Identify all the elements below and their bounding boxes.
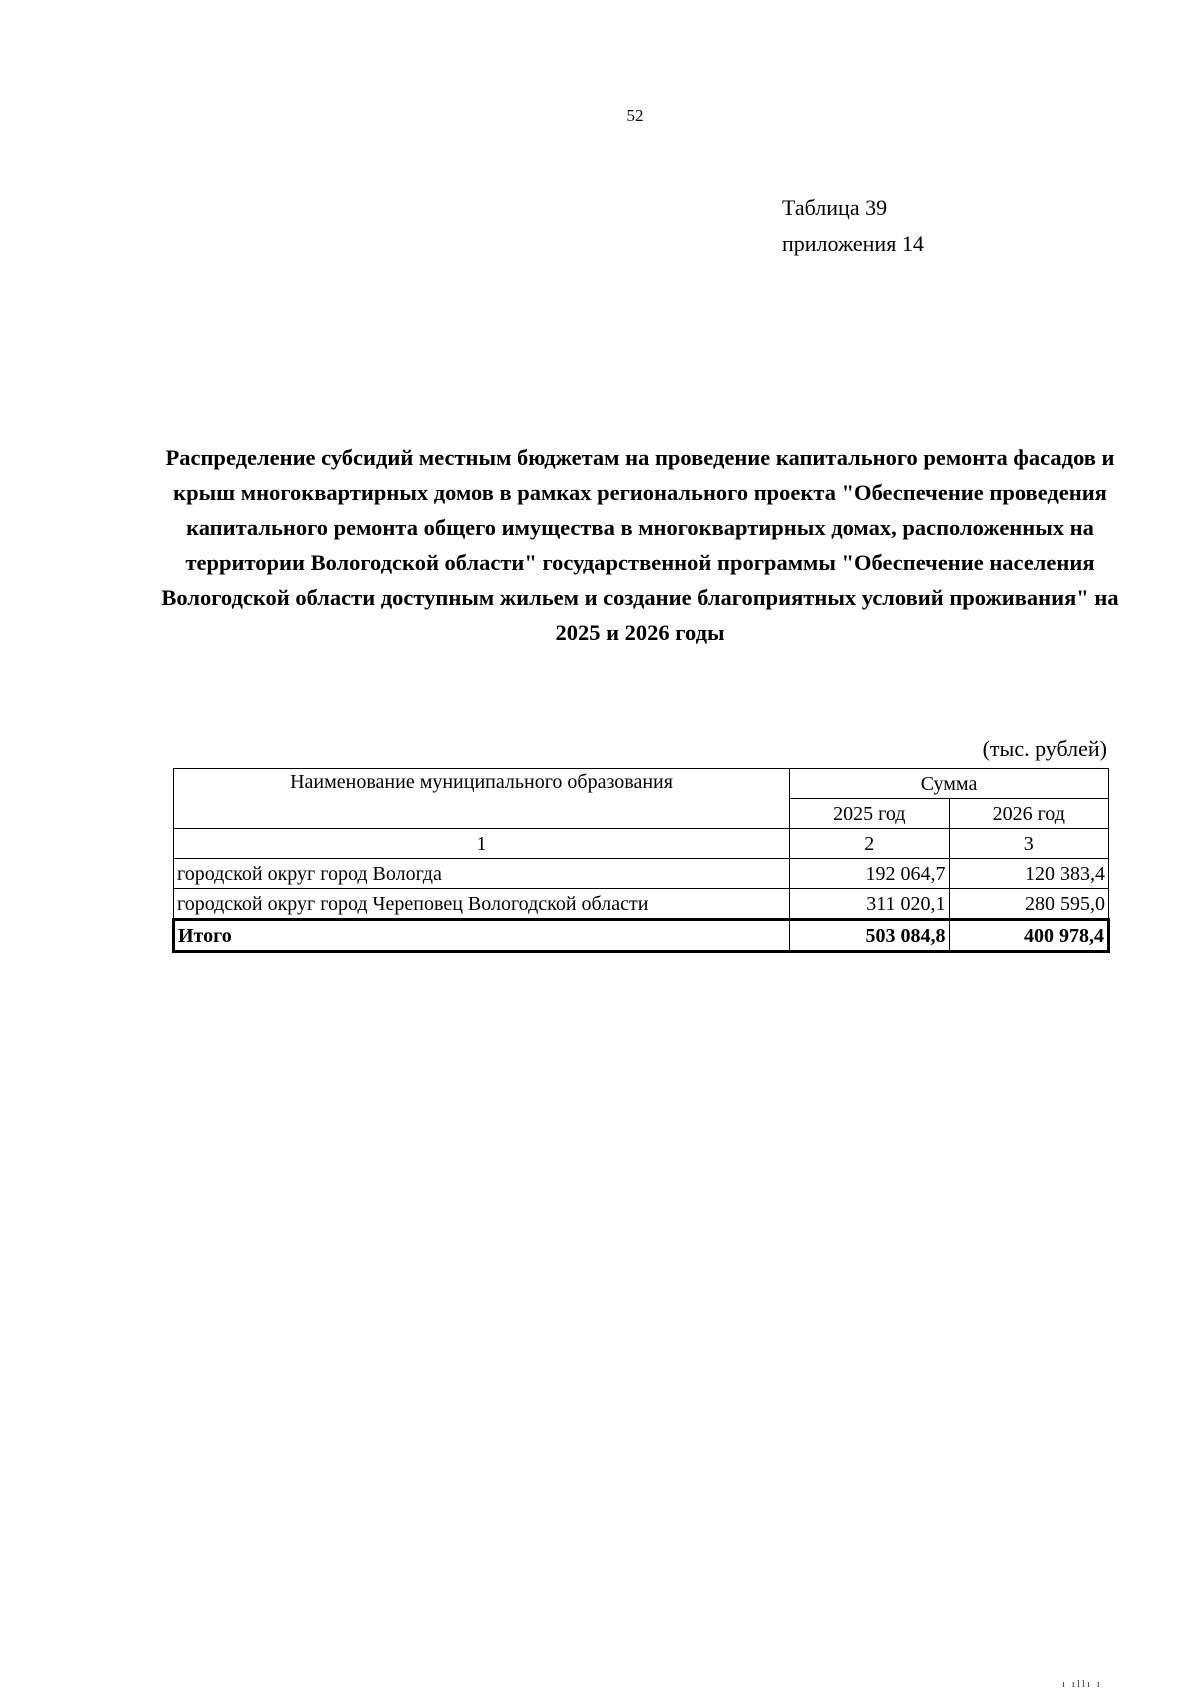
- table-reference-line-2: приложения 14: [782, 231, 924, 256]
- column-number-row: [174, 829, 1109, 859]
- table-reference: [782, 190, 924, 262]
- column-number-1: 1: [174, 829, 790, 859]
- header-year-2026: 2026 год: [949, 799, 1109, 829]
- header-name: Наименование муниципального образования: [174, 769, 790, 829]
- row-name: городской округ город Череповец Вологодской области: [174, 889, 790, 920]
- scan-marks: ı ıllı ı: [1062, 1678, 1102, 1690]
- row-value-2025: 192 064,7: [790, 859, 949, 889]
- row-value-2025: 311 020,1: [790, 889, 949, 920]
- table-reference-line-1: Таблица 39: [782, 195, 888, 220]
- table-row: [174, 889, 1109, 920]
- header-year-2025: 2025 год: [790, 799, 949, 829]
- subsidy-table: [172, 768, 1110, 953]
- column-number-2: 2: [790, 829, 949, 859]
- document-title: Распределение субсидий местным бюджетам на проведение капитального ремонта фасадов и крыш многоквартирных домов в рамках регионального проекта "Обеспечение проведения капитального ремонта общего имущества в многоквартирных домах, расположенных на территории Вологодской области" государственной программы "Обеспечение населения Вологодской области доступным жильем и создание благоприятных условий проживания" на 2025 и 2026 годы: [161, 445, 1119, 645]
- column-number-3: 3: [949, 829, 1109, 859]
- total-value-2026: 400 978,4: [949, 920, 1109, 952]
- row-name: городской округ город Вологда: [174, 859, 790, 889]
- table-row: [174, 859, 1109, 889]
- header-sum: Сумма: [790, 769, 1109, 799]
- units-label: (тыс. рублей): [982, 736, 1107, 761]
- table-header-row: [174, 769, 1109, 799]
- total-row: [174, 920, 1109, 952]
- page-number: 52: [626, 106, 644, 125]
- row-value-2026: 120 383,4: [949, 859, 1109, 889]
- total-label: Итого: [174, 920, 790, 952]
- total-value-2025: 503 084,8: [790, 920, 949, 952]
- row-value-2026: 280 595,0: [949, 889, 1109, 920]
